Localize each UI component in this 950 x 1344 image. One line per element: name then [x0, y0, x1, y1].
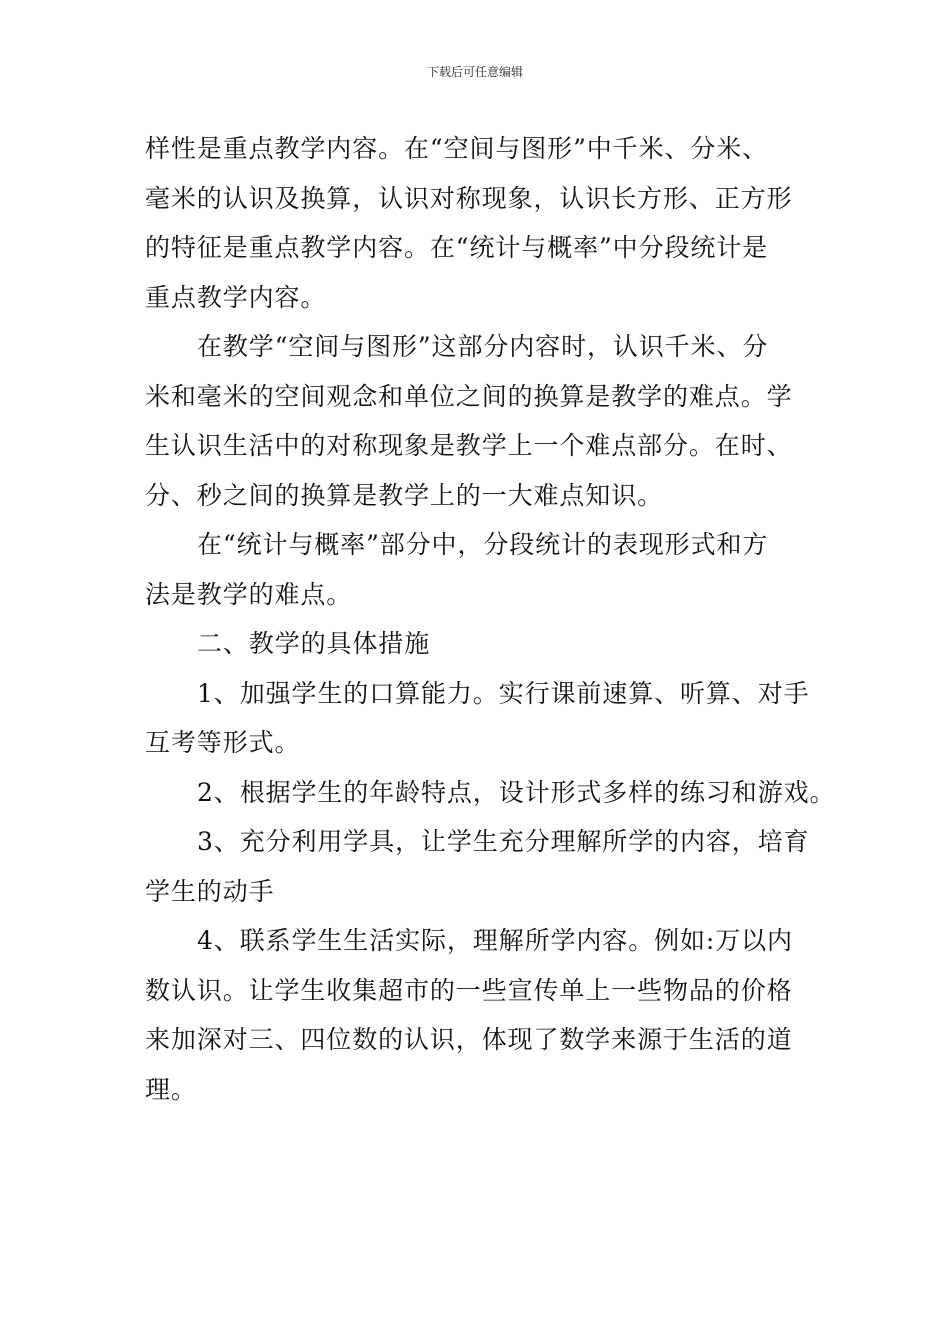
document-body	[145, 124, 836, 1114]
text-line: 3、充分利用学具，让学生充分理解所学的内容，培育	[197, 827, 810, 856]
text-line: 来加深对三、四位数的认识，体现了数学来源于生活的道	[145, 1025, 793, 1054]
page-header: 下载后可任意编辑	[426, 65, 523, 79]
text-line: 样性是重点教学内容。在“空间与图形”中千米、分米、	[145, 134, 769, 163]
text-line: 米和毫米的空间观念和单位之间的换算是教学的难点。学	[145, 381, 793, 411]
text-line: 学生的动手	[145, 876, 275, 906]
text-line: 理。	[145, 1074, 197, 1104]
text-line: 在“统计与概率”部分中，分段统计的表现形式和方	[197, 530, 769, 559]
text-line: 2、根据学生的年龄特点，设计形式多样的练习和游戏。	[197, 777, 836, 807]
text-line: 在教学“空间与图形”这部分内容时，认识千米、分	[197, 332, 769, 361]
text-line: 4、联系学生生活实际，理解所学内容。例如:万以内	[197, 926, 793, 955]
text-line: 法是教学的难点。	[145, 579, 353, 609]
text-line: 1、加强学生的口算能力。实行课前速算、听算、对手	[197, 678, 810, 708]
text-line: 的特征是重点教学内容。在“统计与概率”中分段统计是	[145, 233, 769, 262]
text-line: 生认识生活中的对称现象是教学上一个难点部分。在时、	[145, 431, 793, 460]
text-line: 重点教学内容。	[145, 282, 327, 312]
text-line: 数认识。让学生收集超市的一些宣传单上一些物品的价格	[145, 975, 793, 1005]
section-heading: 二、教学的具体措施	[197, 629, 431, 658]
text-line: 互考等形式。	[145, 728, 301, 757]
text-line: 分、秒之间的换算是教学上的一大难点知识。	[145, 480, 664, 510]
text-line: 毫米的认识及换算，认识对称现象，认识长方形、正方形	[145, 183, 793, 213]
